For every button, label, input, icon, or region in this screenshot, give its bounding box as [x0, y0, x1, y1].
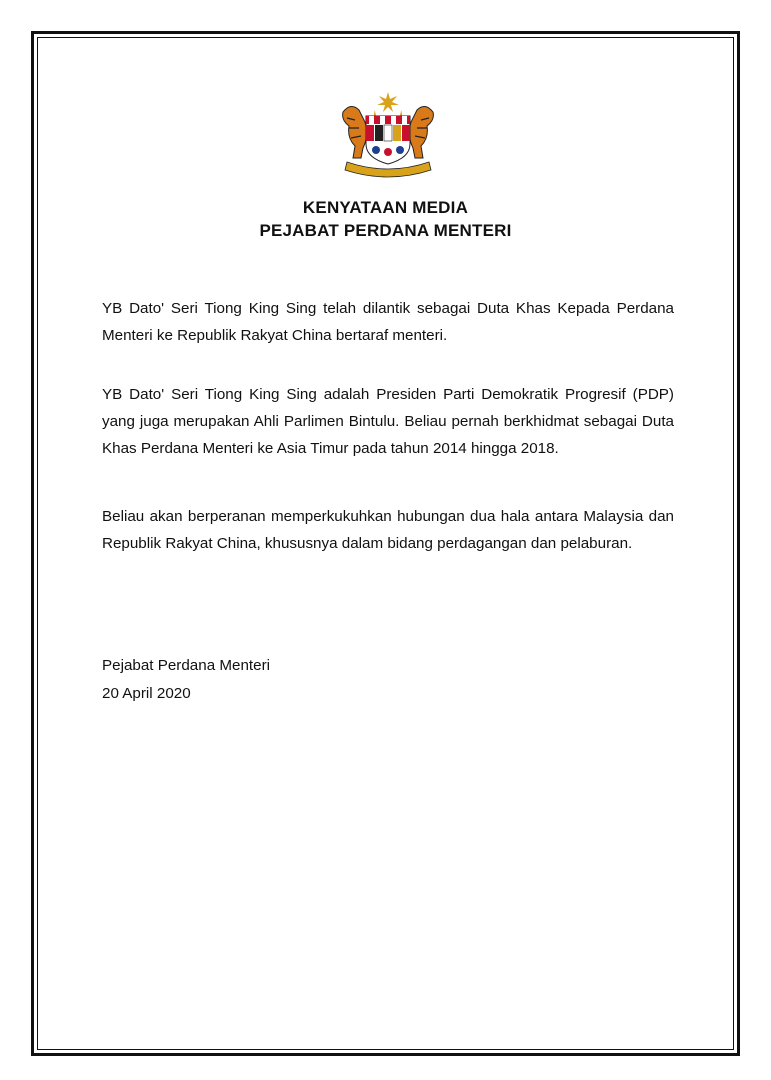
paragraph: YB Dato' Seri Tiong King Sing telah dilantik sebagai Duta Khas Kepada Perdana Menteri ke Republik Rakyat China bertaraf menteri.	[102, 300, 674, 344]
signoff-office: Pejabat Perdana Menteri	[102, 657, 271, 674]
page-subtitle: PEJABAT PERDANA MENTERI	[259, 221, 512, 240]
paragraph: YB Dato' Seri Tiong King Sing adalah Presiden Parti Demokratik Progresif (PDP) yang juga merupakan Ahli Parlimen Bintulu. Beliau pernah berkhidmat sebagai Duta Khas Perdana Menteri ke Asia Timur pada tahun 2014 hingga 2018.	[102, 386, 674, 457]
coat-of-arms-icon	[333, 92, 443, 180]
paragraph: Beliau akan berperanan memperkukuhkan hubungan dua hala antara Malaysia dan Republik Rakyat China, khususnya dalam bidang perdagangan dan pelaburan.	[102, 508, 674, 552]
signoff-date: 20 April 2020	[102, 685, 191, 702]
page-title: KENYATAAN MEDIA	[302, 198, 469, 217]
